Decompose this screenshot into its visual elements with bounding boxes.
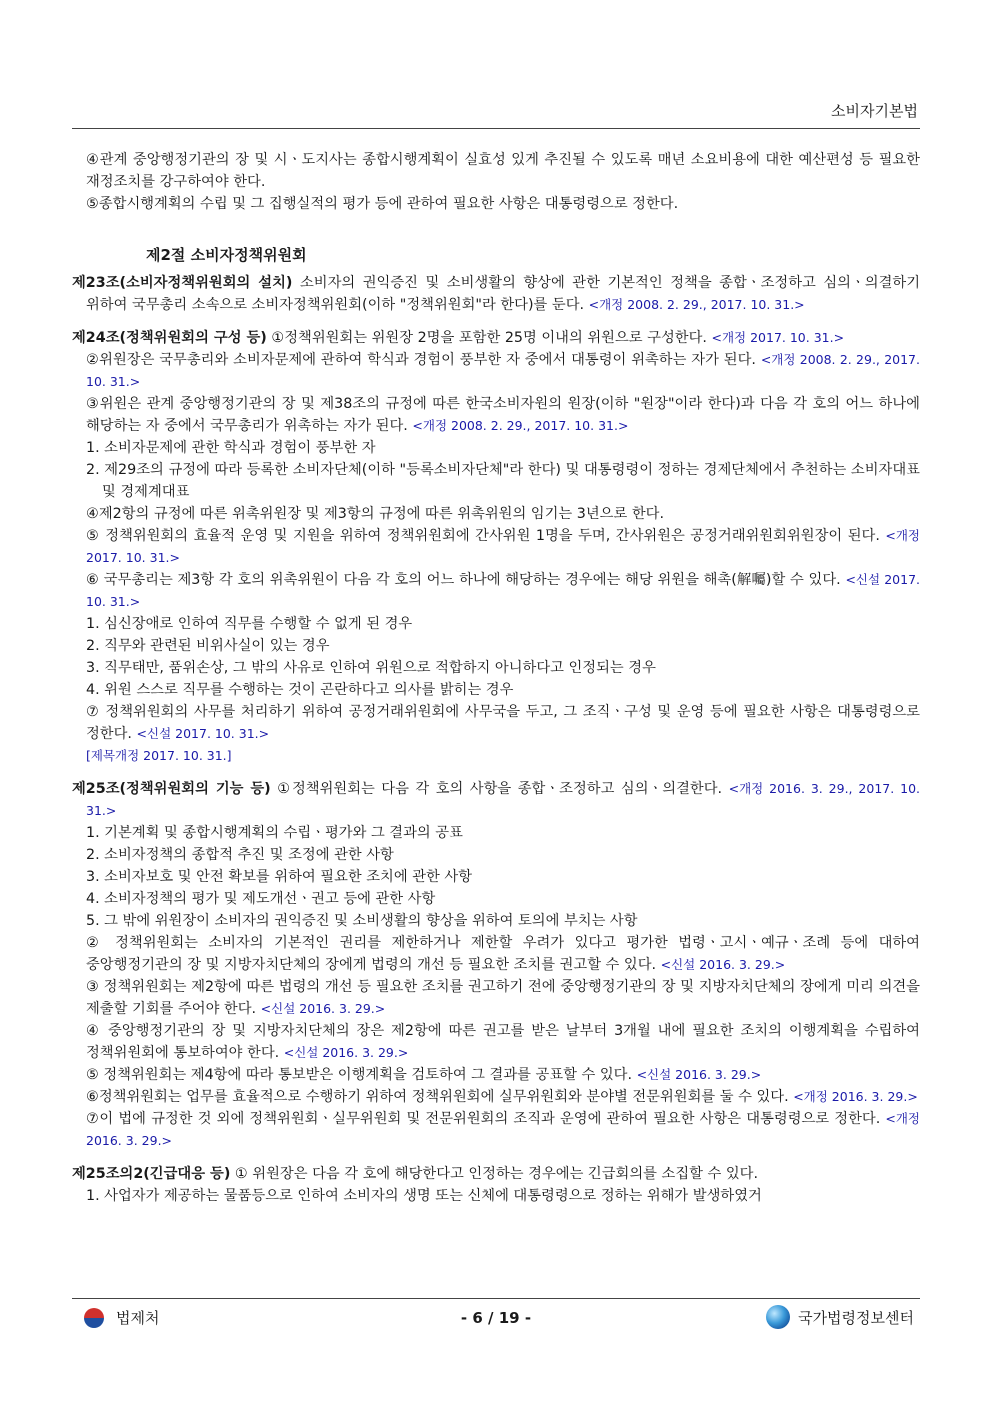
spacer bbox=[72, 316, 920, 327]
clause-paragraph bbox=[72, 701, 920, 745]
amendment-note: <신설 2016. 3. 29.> bbox=[260, 1001, 386, 1016]
paragraph-text: ④관계 중앙행정기관의 장 및 시ㆍ도지사는 종합시행계획이 실효성 있게 추진될 수 있도록 매년 소요비용에 대한 예산편성 등 필요한 재정조치를 강구하여야 한다. bbox=[86, 152, 920, 190]
paragraph-text: ① 위원장은 다음 각 호에 해당한다고 인정하는 경우에는 긴급회의를 소집할 수 있다. bbox=[230, 1166, 759, 1182]
paragraph-text: ⑤ 정책위원회의 효율적 운영 및 지원을 위하여 정책위원회에 간사위원 1명을 두며, 간사위원은 공정거래위원회위원장이 된다. bbox=[86, 528, 886, 544]
law-center-globe-icon bbox=[766, 1305, 790, 1329]
list-item bbox=[72, 635, 920, 657]
article-paragraph bbox=[72, 272, 920, 316]
spacer bbox=[72, 1152, 920, 1163]
paragraph-text: 소비자의 권익증진 및 소비생활의 향상에 관한 기본적인 정책을 종합ㆍ조정하고 심의ㆍ의결하기 위하여 국무총리 소속으로 소비자정책위원회(이하 "정책위원회"라 한다)를 둔다. bbox=[86, 275, 920, 313]
amendment-note: <개정 2008. 2. 29., 2017. 10. 31.> bbox=[588, 297, 805, 312]
list-item bbox=[72, 459, 920, 503]
amendment-note: <신설 2016. 3. 29.> bbox=[660, 957, 786, 972]
clause-paragraph bbox=[72, 745, 920, 767]
amendment-note: <개정 2016. 3. 29.> bbox=[86, 1111, 920, 1148]
article-paragraph bbox=[72, 1163, 920, 1185]
clause-paragraph bbox=[72, 1108, 920, 1152]
article-title: 제25조(정책위원회의 기능 등) bbox=[72, 781, 271, 797]
clause-paragraph bbox=[72, 149, 920, 193]
paragraph-text: ④제2항의 규정에 따른 위촉위원장 및 제3항의 규정에 따른 위촉위원의 임기는 3년으로 한다. bbox=[86, 506, 665, 522]
paragraph-text: 1. 소비자문제에 관한 학식과 경험이 풍부한 자 bbox=[86, 440, 376, 456]
paragraph-text: 2. 소비자정책의 종합적 추진 및 조정에 관한 사항 bbox=[86, 847, 394, 863]
paragraph-text: ⑤종합시행계획의 수립 및 그 집행실적의 평가 등에 관하여 필요한 사항은 대통령령으로 정한다. bbox=[86, 196, 679, 212]
footer-left-label: 법제처 bbox=[116, 1309, 160, 1327]
paragraph-text: ②위원장은 국무총리와 소비자문제에 관하여 학식과 경험이 풍부한 자 중에서 대통령이 위촉하는 자가 된다. bbox=[86, 352, 761, 368]
paragraph-text: 2. 제29조의 규정에 따라 등록한 소비자단체(이하 "등록소비자단체"라 한다) 및 대통령령이 정하는 경제단체에서 추천하는 소비자대표 및 경제계대표 bbox=[86, 462, 920, 500]
amendment-note: <개정 2017. 10. 31.> bbox=[711, 330, 845, 345]
page-header bbox=[72, 96, 920, 129]
paragraph-text: ② 정책위원회는 소비자의 기본적인 권리를 제한하거나 제한할 우려가 있다고 평가한 법령ㆍ고시ㆍ예규ㆍ조례 등에 대하여 중앙행정기관의 장 및 지방자치단체의 장에게 법령의 개선 등 필요한 조치를 권고할 수 있다. bbox=[86, 935, 920, 973]
list-item bbox=[72, 679, 920, 701]
amendment-note: <개정 2008. 2. 29., 2017. 10. 31.> bbox=[412, 418, 629, 433]
document-body bbox=[72, 149, 920, 1207]
paragraph-text: 1. 심신장애로 인하여 직무를 수행할 수 없게 된 경우 bbox=[86, 616, 413, 632]
article-title: 제24조(정책위원회의 구성 등) bbox=[72, 330, 267, 346]
clause-paragraph bbox=[72, 349, 920, 393]
amendment-note: <신설 2017. 10. 31.> bbox=[136, 726, 270, 741]
paragraph-text: ①정책위원회는 위원장 2명을 포함한 25명 이내의 위원으로 구성한다. bbox=[266, 330, 712, 346]
clause-paragraph bbox=[72, 503, 920, 525]
paragraph-text: 5. 그 밖에 위원장이 소비자의 권익증진 및 소비생활의 향상을 위하여 토의에 부치는 사항 bbox=[86, 913, 638, 929]
article-paragraph bbox=[72, 778, 920, 822]
list-item bbox=[72, 657, 920, 679]
section-heading bbox=[72, 244, 920, 266]
footer-right-label: 국가법령정보센터 bbox=[798, 1308, 914, 1327]
list-item bbox=[72, 844, 920, 866]
amendment-note: <신설 2017. 10. 31.> bbox=[86, 572, 920, 609]
list-item bbox=[72, 910, 920, 932]
paragraph-text: 3. 소비자보호 및 안전 확보를 위하여 필요한 조치에 관한 사항 bbox=[86, 869, 472, 885]
clause-paragraph bbox=[72, 1086, 920, 1108]
paragraph-text: 4. 위원 스스로 직무를 수행하는 것이 곤란하다고 의사를 밝히는 경우 bbox=[86, 682, 514, 698]
amendment-note: <개정 2016. 3. 29., 2017. 10. 31.> bbox=[86, 781, 921, 818]
list-item bbox=[72, 613, 920, 635]
list-item bbox=[72, 866, 920, 888]
list-item bbox=[72, 1185, 920, 1207]
list-item bbox=[72, 888, 920, 910]
clause-paragraph bbox=[72, 932, 920, 976]
clause-paragraph bbox=[72, 1020, 920, 1064]
clause-paragraph bbox=[72, 193, 920, 215]
page-footer bbox=[72, 1298, 920, 1339]
clause-paragraph bbox=[72, 569, 920, 613]
clause-paragraph bbox=[72, 393, 920, 437]
list-item bbox=[72, 437, 920, 459]
amendment-note: <개정 2008. 2. 29., 2017. 10. 31.> bbox=[86, 352, 920, 389]
paragraph-text: ⑦이 법에 규정한 것 외에 정책위원회ㆍ실무위원회 및 전문위원회의 조직과 운영에 관하여 필요한 사항은 대통령령으로 정한다. bbox=[86, 1111, 886, 1127]
page-number: - 6 / 19 - bbox=[460, 1309, 532, 1327]
spacer bbox=[72, 767, 920, 778]
list-item bbox=[72, 822, 920, 844]
paragraph-text: ④ 중앙행정기관의 장 및 지방자치단체의 장은 제2항에 따른 권고를 받은 날부터 3개월 내에 필요한 조치의 이행계획을 수립하여 정책위원회에 통보하여야 한다. bbox=[86, 1023, 920, 1061]
paragraph-text: ⑥ 국무총리는 제3항 각 호의 위촉위원이 다음 각 호의 어느 하나에 해당하는 경우에는 해당 위원을 해촉(解囑)할 수 있다. bbox=[86, 572, 846, 588]
article-title: 제23조(소비자정책위원회의 설치) bbox=[72, 275, 293, 291]
paragraph-text: 4. 소비자정책의 평가 및 제도개선ㆍ권고 등에 관한 사항 bbox=[86, 891, 436, 907]
paragraph-text: 1. 사업자가 제공하는 물품등으로 인하여 소비자의 생명 또는 신체에 대통령령으로 정하는 위해가 발생하였거 bbox=[86, 1188, 762, 1204]
paragraph-text: ①정책위원회는 다음 각 호의 사항을 종합ㆍ조정하고 심의ㆍ의결한다. bbox=[270, 781, 729, 797]
paragraph-text: ⑤ 정책위원회는 제4항에 따라 통보받은 이행계획을 검토하여 그 결과를 공표할 수 있다. bbox=[86, 1067, 637, 1083]
amendment-note: [제목개정 2017. 10. 31.] bbox=[86, 748, 232, 763]
paragraph-text: 3. 직무태만, 품위손상, 그 밖의 사유로 인하여 위원으로 적합하지 아니하다고 인정되는 경우 bbox=[86, 660, 656, 676]
paragraph-text: 2. 직무와 관련된 비위사실이 있는 경우 bbox=[86, 638, 330, 654]
amendment-note: <개정 2016. 3. 29.> bbox=[793, 1089, 918, 1104]
paragraph-text: ③ 정책위원회는 제2항에 따른 법령의 개선 등 필요한 조치를 권고하기 전에 중앙행정기관의 장 및 지방자치단체의 장에게 미리 의견을 제출할 기회를 주어야 한다. bbox=[86, 979, 920, 1017]
paragraph-text: ⑦ 정책위원회의 사무를 처리하기 위하여 공정거래위원회에 사무국을 두고, 그 조직ㆍ구성 및 운영 등에 필요한 사항은 대통령령으로 정한다. bbox=[86, 704, 920, 742]
amendment-note: <신설 2016. 3. 29.> bbox=[283, 1045, 409, 1060]
amendment-note: <신설 2016. 3. 29.> bbox=[636, 1067, 762, 1082]
article-title: 제25조의2(긴급대응 등) bbox=[72, 1166, 231, 1182]
spacer bbox=[72, 215, 920, 244]
header-title: 소비자기본법 bbox=[831, 102, 918, 120]
paragraph-text: 제2절 소비자정책위원회 bbox=[146, 246, 307, 264]
article-paragraph bbox=[72, 327, 920, 349]
clause-paragraph bbox=[72, 525, 920, 569]
paragraph-text: ③위원은 관계 중앙행정기관의 장 및 제38조의 규정에 따른 한국소비자원의 원장(이하 "원장"이라 한다)과 다음 각 호의 어느 하나에 해당하는 자 중에서 국무총리가 위촉하는 자가 된다. bbox=[86, 396, 920, 434]
paragraph-text: 1. 기본계획 및 종합시행계획의 수립ㆍ평가와 그 결과의 공표 bbox=[86, 825, 463, 841]
amendment-note: <개정 2017. 10. 31.> bbox=[86, 528, 920, 565]
paragraph-text: ⑥정책위원회는 업무를 효율적으로 수행하기 위하여 정책위원회에 실무위원회와 분야별 전문위원회를 둘 수 있다. bbox=[86, 1089, 794, 1105]
clause-paragraph bbox=[72, 976, 920, 1020]
footer-right bbox=[766, 1305, 914, 1329]
clause-paragraph bbox=[72, 1064, 920, 1086]
